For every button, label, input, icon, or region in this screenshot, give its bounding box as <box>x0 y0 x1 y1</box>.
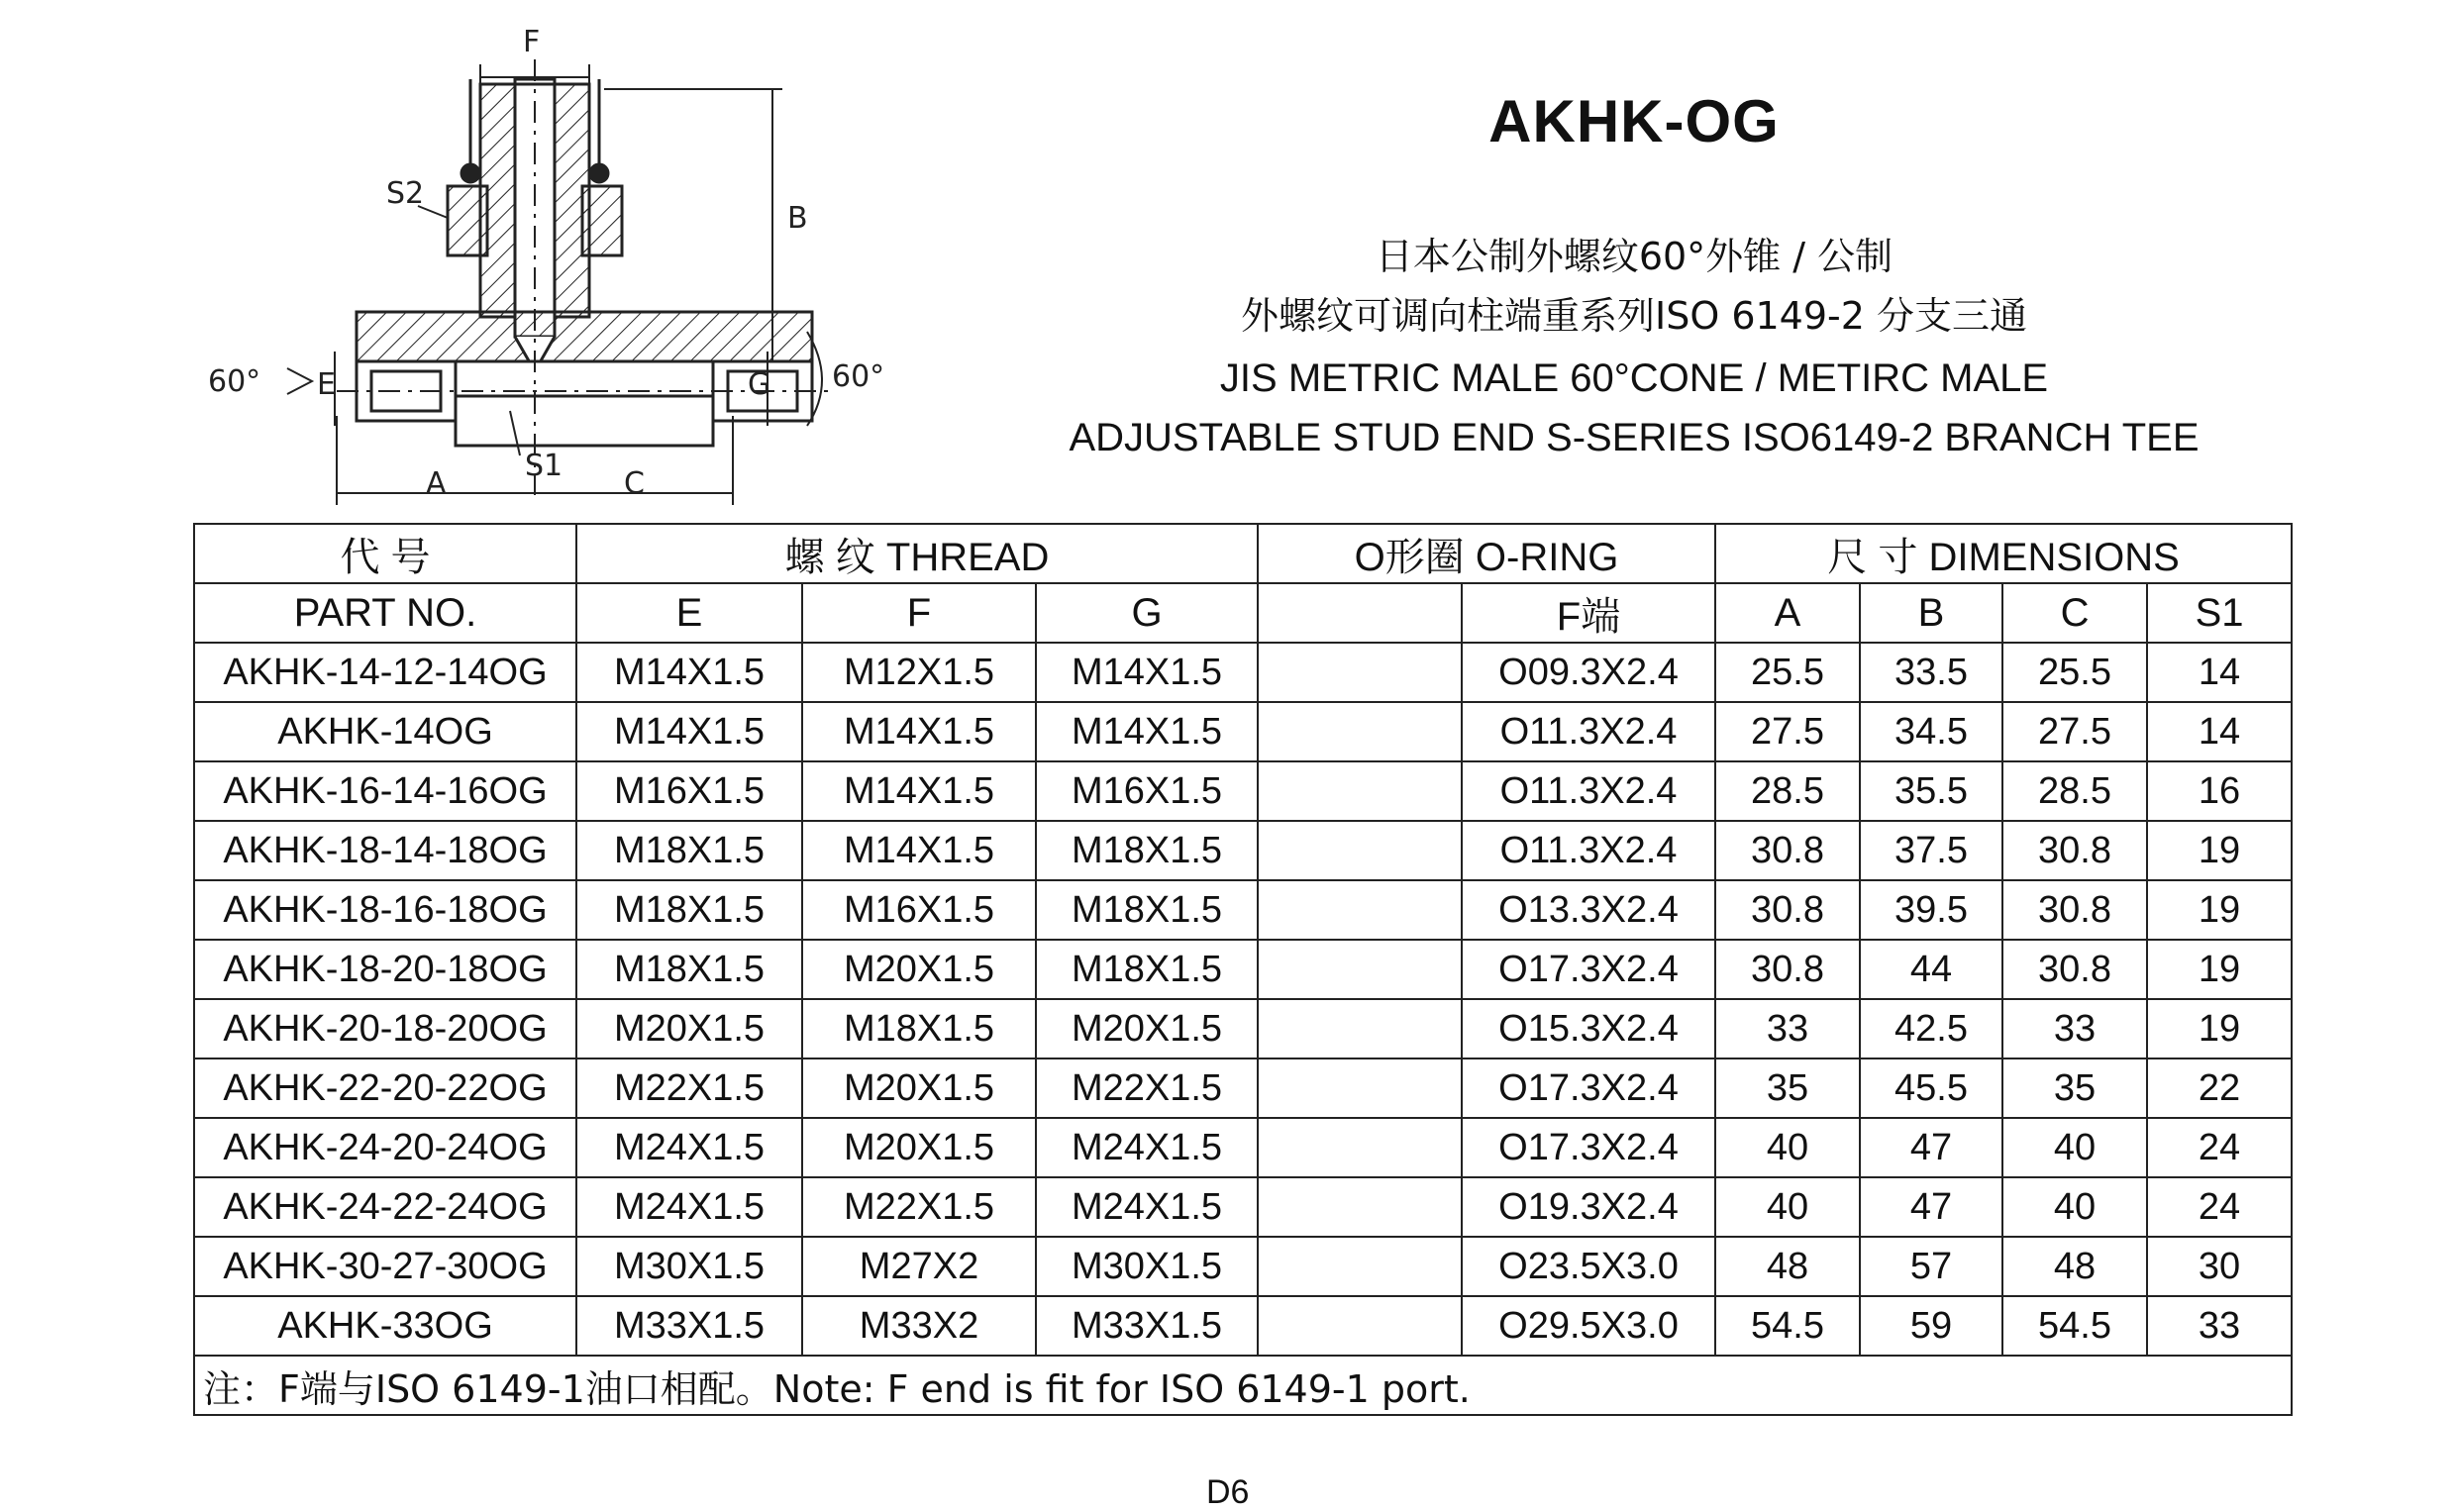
cell-blank <box>1258 643 1462 702</box>
header-col-f: F <box>802 583 1036 643</box>
cell-s1: 14 <box>2147 643 2292 702</box>
cell-a: 33 <box>1715 999 1860 1058</box>
cell-e: M18X1.5 <box>576 821 802 880</box>
cell-a: 27.5 <box>1715 702 1860 761</box>
description-cn-line-1: 日本公制外螺纹60°外锥 / 公制 <box>1375 235 1894 278</box>
cell-blank <box>1258 1177 1462 1237</box>
table-row <box>194 940 2292 999</box>
dim-label-s1: S1 <box>525 449 563 483</box>
product-title: AKHK-OG <box>1488 88 1780 154</box>
cell-g: M16X1.5 <box>1036 761 1258 821</box>
cell-part: AKHK-18-16-18OG <box>194 880 576 940</box>
header-oring: O形圈 O-RING <box>1258 524 1715 583</box>
cell-e: M18X1.5 <box>576 880 802 940</box>
spec-table <box>193 523 2293 1416</box>
table-row <box>194 761 2292 821</box>
cell-oring: O17.3X2.4 <box>1462 1118 1715 1177</box>
cell-a: 48 <box>1715 1237 1860 1296</box>
cell-a: 25.5 <box>1715 643 1860 702</box>
cell-s1: 22 <box>2147 1058 2292 1118</box>
cell-oring: O29.5X3.0 <box>1462 1296 1715 1356</box>
cell-a: 30.8 <box>1715 880 1860 940</box>
cell-e: M24X1.5 <box>576 1118 802 1177</box>
dim-label-g: G <box>748 367 771 402</box>
cell-a: 35 <box>1715 1058 1860 1118</box>
header-col-a: A <box>1715 583 1860 643</box>
cell-part: AKHK-24-22-24OG <box>194 1177 576 1237</box>
cell-oring: O15.3X2.4 <box>1462 999 1715 1058</box>
cell-c: 40 <box>2002 1118 2147 1177</box>
cell-s1: 30 <box>2147 1237 2292 1296</box>
cell-part: AKHK-18-20-18OG <box>194 940 576 999</box>
cell-e: M30X1.5 <box>576 1237 802 1296</box>
cell-b: 57 <box>1860 1237 2002 1296</box>
cell-g: M14X1.5 <box>1036 702 1258 761</box>
table-row <box>194 643 2292 702</box>
spec-table-body <box>194 643 2292 1356</box>
cell-part: AKHK-14-12-14OG <box>194 643 576 702</box>
header-col-blank <box>1258 583 1462 643</box>
dim-label-b: B <box>787 201 808 236</box>
cell-c: 30.8 <box>2002 880 2147 940</box>
dim-label-a: A <box>426 466 447 501</box>
angle-label-right: 60° <box>832 359 885 394</box>
cell-f: M18X1.5 <box>802 999 1036 1058</box>
table-row <box>194 1296 2292 1356</box>
cell-g: M18X1.5 <box>1036 880 1258 940</box>
header-col-e: E <box>576 583 802 643</box>
cell-s1: 16 <box>2147 761 2292 821</box>
cell-blank <box>1258 999 1462 1058</box>
cell-part: AKHK-18-14-18OG <box>194 821 576 880</box>
cell-c: 30.8 <box>2002 940 2147 999</box>
header-col-b: B <box>1860 583 2002 643</box>
cell-s1: 19 <box>2147 940 2292 999</box>
cell-blank <box>1258 1118 1462 1177</box>
cell-b: 47 <box>1860 1118 2002 1177</box>
cell-part: AKHK-14OG <box>194 702 576 761</box>
description-en-line-2: ADJUSTABLE STUD END S-SERIES ISO6149-2 BRANCH TEE <box>1069 416 2200 459</box>
table-row <box>194 1177 2292 1237</box>
cell-blank <box>1258 1058 1462 1118</box>
cell-g: M33X1.5 <box>1036 1296 1258 1356</box>
cell-s1: 33 <box>2147 1296 2292 1356</box>
cell-b: 35.5 <box>1860 761 2002 821</box>
cell-part: AKHK-30-27-30OG <box>194 1237 576 1296</box>
cell-oring: O23.5X3.0 <box>1462 1237 1715 1296</box>
note-row <box>194 1356 2292 1415</box>
cell-c: 28.5 <box>2002 761 2147 821</box>
cell-e: M14X1.5 <box>576 702 802 761</box>
cell-e: M22X1.5 <box>576 1058 802 1118</box>
cell-b: 44 <box>1860 940 2002 999</box>
cell-f: M22X1.5 <box>802 1177 1036 1237</box>
cell-blank <box>1258 761 1462 821</box>
cell-e: M24X1.5 <box>576 1177 802 1237</box>
cell-f: M33X2 <box>802 1296 1036 1356</box>
cell-b: 59 <box>1860 1296 2002 1356</box>
cell-a: 40 <box>1715 1177 1860 1237</box>
cell-e: M33X1.5 <box>576 1296 802 1356</box>
cell-a: 30.8 <box>1715 821 1860 880</box>
cell-a: 40 <box>1715 1118 1860 1177</box>
header-row-2 <box>194 583 2292 643</box>
cell-f: M20X1.5 <box>802 940 1036 999</box>
cell-part: AKHK-24-20-24OG <box>194 1118 576 1177</box>
cell-part: AKHK-20-18-20OG <box>194 999 576 1058</box>
page-number: D6 <box>1206 1473 1250 1511</box>
cell-g: M30X1.5 <box>1036 1237 1258 1296</box>
cell-oring: O19.3X2.4 <box>1462 1177 1715 1237</box>
cell-g: M18X1.5 <box>1036 821 1258 880</box>
header-thread: 螺 纹 THREAD <box>576 524 1258 583</box>
dim-label-f: F <box>523 25 541 59</box>
table-row <box>194 702 2292 761</box>
description-en-line-1: JIS METRIC MALE 60°CONE / METIRC MALE <box>1219 356 2049 400</box>
cell-a: 54.5 <box>1715 1296 1860 1356</box>
cell-g: M14X1.5 <box>1036 643 1258 702</box>
cell-b: 39.5 <box>1860 880 2002 940</box>
table-row <box>194 1058 2292 1118</box>
cell-s1: 19 <box>2147 999 2292 1058</box>
cell-oring: O13.3X2.4 <box>1462 880 1715 940</box>
cell-oring: O11.3X2.4 <box>1462 821 1715 880</box>
dim-label-c: C <box>624 466 645 501</box>
table-row <box>194 880 2292 940</box>
header-dimensions: 尺 寸 DIMENSIONS <box>1715 524 2292 583</box>
cell-s1: 19 <box>2147 880 2292 940</box>
cell-e: M20X1.5 <box>576 999 802 1058</box>
cell-c: 40 <box>2002 1177 2147 1237</box>
cell-f: M20X1.5 <box>802 1118 1036 1177</box>
cell-f: M14X1.5 <box>802 702 1036 761</box>
cell-g: M20X1.5 <box>1036 999 1258 1058</box>
cell-b: 42.5 <box>1860 999 2002 1058</box>
header-col-s1: S1 <box>2147 583 2292 643</box>
cell-a: 28.5 <box>1715 761 1860 821</box>
cell-oring: O17.3X2.4 <box>1462 1058 1715 1118</box>
cell-blank <box>1258 1237 1462 1296</box>
cell-oring: O11.3X2.4 <box>1462 761 1715 821</box>
header-col-f-end: F端 <box>1462 583 1715 643</box>
cell-b: 45.5 <box>1860 1058 2002 1118</box>
cell-blank <box>1258 702 1462 761</box>
cell-s1: 14 <box>2147 702 2292 761</box>
dim-label-e: E <box>317 367 336 402</box>
cell-f: M12X1.5 <box>802 643 1036 702</box>
header-part-cn: 代 号 <box>194 524 576 583</box>
cell-blank <box>1258 1296 1462 1356</box>
table-row <box>194 1118 2292 1177</box>
cell-blank <box>1258 940 1462 999</box>
cell-c: 30.8 <box>2002 821 2147 880</box>
cell-b: 47 <box>1860 1177 2002 1237</box>
cell-c: 33 <box>2002 999 2147 1058</box>
cell-f: M14X1.5 <box>802 821 1036 880</box>
header-col-g: G <box>1036 583 1258 643</box>
cell-g: M22X1.5 <box>1036 1058 1258 1118</box>
table-row <box>194 1237 2292 1296</box>
cell-f: M14X1.5 <box>802 761 1036 821</box>
cell-c: 54.5 <box>2002 1296 2147 1356</box>
cell-b: 34.5 <box>1860 702 2002 761</box>
table-row <box>194 999 2292 1058</box>
cell-g: M18X1.5 <box>1036 940 1258 999</box>
branch-tee-drawing <box>188 20 961 505</box>
cell-f: M20X1.5 <box>802 1058 1036 1118</box>
angle-label-left: 60° <box>208 364 261 399</box>
cell-e: M16X1.5 <box>576 761 802 821</box>
cell-oring: O17.3X2.4 <box>1462 940 1715 999</box>
cell-oring: O11.3X2.4 <box>1462 702 1715 761</box>
description-cn-line-2: 外螺纹可调向柱端重系列ISO 6149-2 分支三通 <box>1241 294 2027 338</box>
cell-s1: 19 <box>2147 821 2292 880</box>
header-part-en: PART NO. <box>194 583 576 643</box>
cell-oring: O09.3X2.4 <box>1462 643 1715 702</box>
cell-b: 37.5 <box>1860 821 2002 880</box>
header-row-1 <box>194 524 2292 583</box>
cell-c: 25.5 <box>2002 643 2147 702</box>
cell-part: AKHK-16-14-16OG <box>194 761 576 821</box>
cell-b: 33.5 <box>1860 643 2002 702</box>
cell-s1: 24 <box>2147 1177 2292 1237</box>
header-col-c: C <box>2002 583 2147 643</box>
table-row <box>194 821 2292 880</box>
cell-g: M24X1.5 <box>1036 1118 1258 1177</box>
cell-part: AKHK-33OG <box>194 1296 576 1356</box>
note-text: 注：F端与ISO 6149-1油口相配。Note: F end is fit for ISO 6149-1 port. <box>194 1356 2292 1415</box>
cell-blank <box>1258 821 1462 880</box>
cell-part: AKHK-22-20-22OG <box>194 1058 576 1118</box>
cell-c: 35 <box>2002 1058 2147 1118</box>
cell-a: 30.8 <box>1715 940 1860 999</box>
cell-f: M27X2 <box>802 1237 1036 1296</box>
cell-e: M18X1.5 <box>576 940 802 999</box>
cell-s1: 24 <box>2147 1118 2292 1177</box>
cell-e: M14X1.5 <box>576 643 802 702</box>
cell-g: M24X1.5 <box>1036 1177 1258 1237</box>
cell-c: 48 <box>2002 1237 2147 1296</box>
cell-c: 27.5 <box>2002 702 2147 761</box>
cell-blank <box>1258 880 1462 940</box>
dim-label-s2: S2 <box>386 176 425 211</box>
cell-f: M16X1.5 <box>802 880 1036 940</box>
